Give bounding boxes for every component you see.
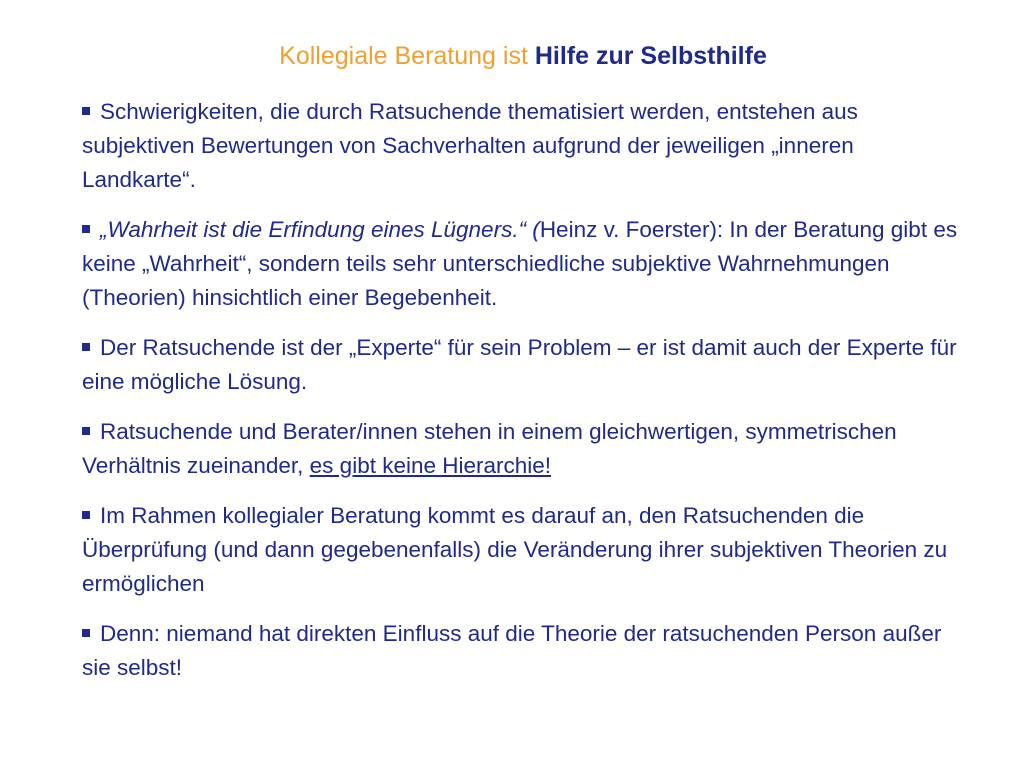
slide-title — [0, 38, 1024, 74]
bullet-text: Denn: niemand hat direkten Einfluss auf die Theorie der ratsuchenden Person außer sie selbst! — [82, 621, 942, 680]
slide-title-part2: Hilfe zur Selbsthilfe — [534, 42, 767, 70]
square-bullet-icon — [82, 343, 90, 351]
bullet-underlined-text: es gibt keine Hierarchie! — [309, 453, 552, 478]
bullet-text: Im Rahmen kollegialer Beratung kommt es darauf an, den Ratsuchenden die Überprüfung (und dann gegebenenfalls) die Veränderung ihrer subjektiven Theorien zu ermöglichen — [82, 503, 948, 596]
bullet-list — [82, 95, 972, 701]
bullet-item — [82, 617, 972, 685]
bullet-item — [82, 331, 972, 399]
bullet-text: Schwierigkeiten, die durch Ratsuchende thematisiert werden, entstehen aus subjektiven Bewertungen von Sachverhalten aufgrund der jeweiligen „inneren Landkarte“. — [82, 99, 858, 192]
square-bullet-icon — [82, 225, 90, 233]
bullet-item — [82, 499, 972, 601]
slide-title-part1: Kollegiale Beratung ist — [279, 42, 535, 70]
bullet-item — [82, 95, 972, 197]
bullet-text: Der Ratsuchende ist der „Experte“ für sein Problem – er ist damit auch der Experte für eine mögliche Lösung. — [82, 335, 957, 394]
square-bullet-icon — [82, 107, 90, 115]
bullet-item — [82, 415, 972, 483]
square-bullet-icon — [82, 427, 90, 435]
square-bullet-icon — [82, 511, 90, 519]
bullet-quote: „Wahrheit ist die Erfindung eines Lügners.“ ( — [100, 217, 540, 242]
bullet-text: Heinz v. Foerster): In der Beratung gibt es keine „Wahrheit“, sondern teils sehr unterschiedliche subjektive Wahrnehmungen (Theorien) hinsichtlich einer Begebenheit. — [82, 217, 958, 310]
bullet-text: Ratsuchende und Berater/innen stehen in einem gleichwertigen, symmetrischen Verhältnis zueinander, — [82, 419, 897, 478]
square-bullet-icon — [82, 629, 90, 637]
bullet-item — [82, 213, 972, 315]
